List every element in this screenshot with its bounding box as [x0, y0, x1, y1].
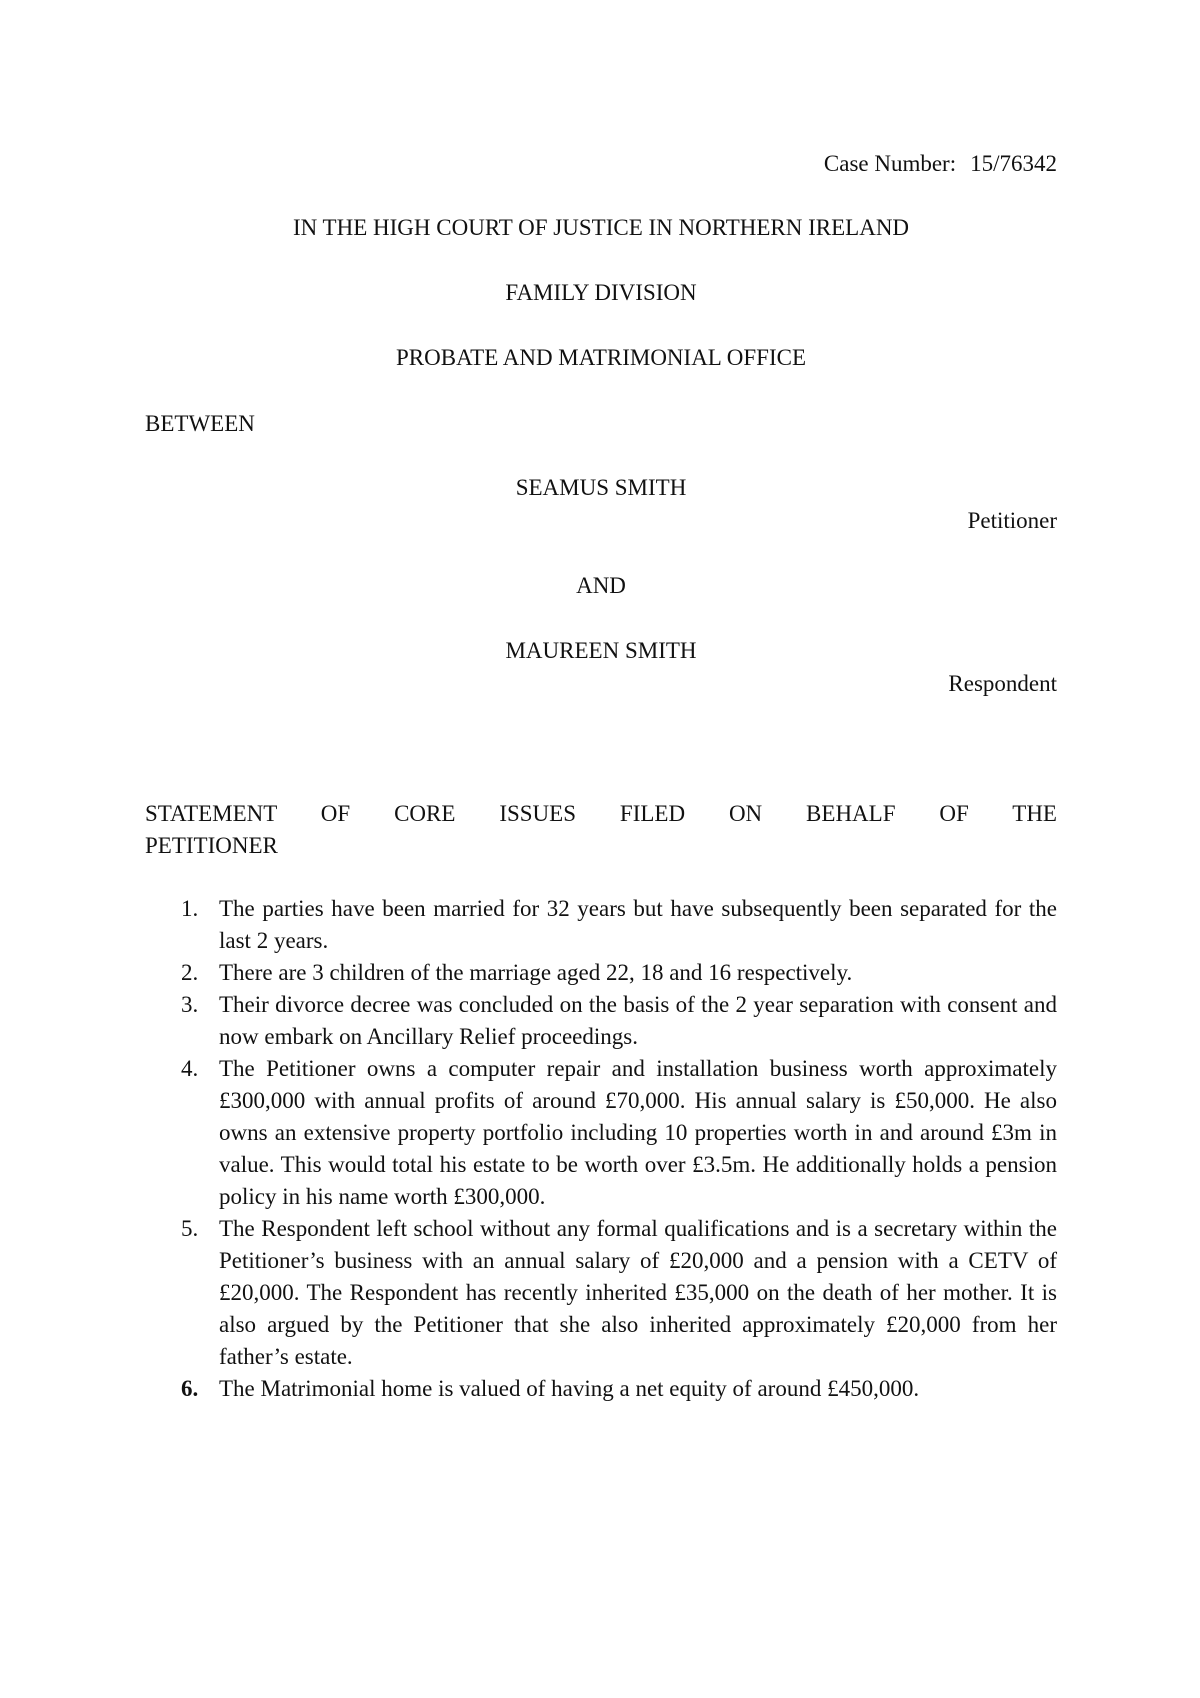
court-division: FAMILY DIVISION — [505, 280, 697, 305]
petitioner-role: Petitioner — [967, 508, 1057, 533]
list-item-text: The Matrimonial home is valued of having a net equity of around £450,000. — [219, 1376, 920, 1401]
statement-heading-line-1: STATEMENT OF CORE ISSUES FILED ON BEHALF OF THE — [145, 801, 1057, 826]
statement-heading-line-2: PETITIONER — [145, 833, 278, 858]
petitioner-name: SEAMUS SMITH — [515, 475, 687, 500]
case-number-label: Case Number: — [823, 151, 957, 176]
list-item-text: There are 3 children of the marriage aged 22, 18 and 16 respectively. — [219, 960, 853, 985]
list-item-text: The parties have been married for 32 years but have subsequently been separated for the last 2 years. — [219, 896, 1057, 953]
list-item — [145, 1053, 1057, 1213]
list-item-text: The Petitioner owns a computer repair and installation business worth approximately £300,000 with annual profits of around £70,000. His annual salary is £50,000. He also owns an extensive property portfolio including 10 properties worth in and around £3m in value. This would total his estate to be worth over £3.5m. He additionally holds a pension policy in his name worth £300,000. — [219, 1056, 1057, 1209]
respondent-name: MAUREEN SMITH — [505, 638, 697, 663]
list-item-text: Their divorce decree was concluded on the basis of the 2 year separation with consent and now embark on Ancillary Relief proceedings. — [219, 992, 1057, 1049]
list-item — [145, 893, 1057, 957]
court-name: IN THE HIGH COURT OF JUSTICE IN NORTHERN IRELAND — [292, 215, 910, 240]
list-item — [145, 957, 1057, 989]
and-label: AND — [576, 573, 626, 598]
list-item-text: The Respondent left school without any formal qualifications and is a secretary within the Petitioner’s business with an annual salary of £20,000 and a pension with a CETV of £20,000. The Respondent has recently inherited £35,000 on the death of her mother. It is also argued by the Petitioner that she also inherited approximately £20,000 from her father’s estate. — [219, 1216, 1057, 1369]
statement-heading — [145, 798, 1057, 862]
list-item-number: 3. — [181, 992, 199, 1017]
list-item — [145, 989, 1057, 1053]
list-item-number: 5. — [181, 1216, 199, 1241]
between-label: BETWEEN — [145, 411, 255, 436]
list-item — [145, 1373, 1057, 1405]
case-number — [824, 148, 1057, 180]
list-item — [145, 1213, 1057, 1373]
document-page — [145, 0, 1057, 1698]
case-number-value: 15/76342 — [970, 151, 1057, 176]
list-item-number: 4. — [181, 1056, 199, 1081]
list-item-number: 6. — [181, 1376, 199, 1401]
court-office: PROBATE AND MATRIMONIAL OFFICE — [396, 345, 806, 370]
list-item-number: 2. — [181, 960, 199, 985]
respondent-role: Respondent — [948, 671, 1057, 696]
core-issues-list — [145, 893, 1057, 1405]
list-item-number: 1. — [181, 896, 199, 921]
